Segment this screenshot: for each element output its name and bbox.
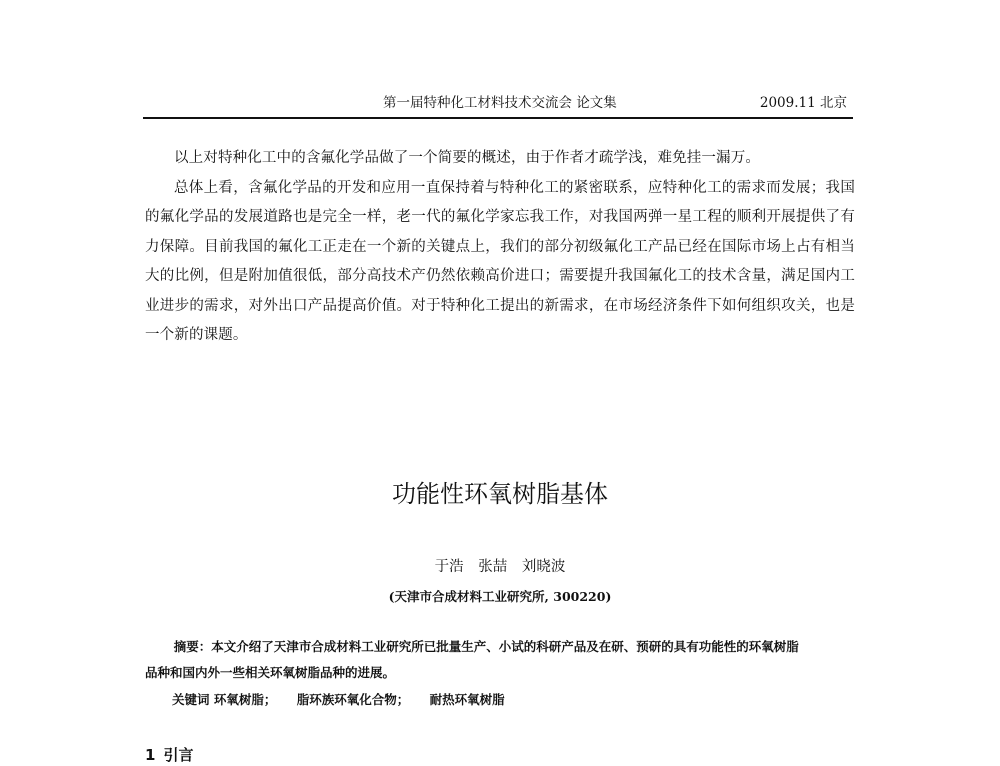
abstract-text: 本文介绍了天津市合成材料工业研究所已批量生产、小试的科研产品及在研、预研的具有功能性的环氧树脂品种和国内外一些相关环氧树脂品种的进展。 — [145, 639, 799, 680]
conference-title: 第一届特种化工材料技术交流会 论文集 — [383, 95, 617, 111]
abstract-paragraph — [145, 634, 805, 686]
section-heading — [145, 744, 193, 766]
author-list — [0, 556, 1000, 578]
article-title: 功能性环氧树脂基体 — [392, 480, 608, 508]
header-rule — [143, 117, 853, 119]
conference-date-location: 2009.11 北京 — [759, 95, 847, 111]
author-name: 于浩 — [434, 559, 464, 575]
section-title: 引言 — [163, 746, 194, 764]
body-paragraph: 总体上看，含氟化学品的开发和应用一直保持着与特种化工的紧密联系，应特种化工的需求而发展；我国的氟化学品的发展道路也是完全一样，老一代的氟化学家忘我工作，对我国两弹一星工程的顺利开展提供了有力保障。目前我国的氟化工正走在一个新的关键点上，我们的部分初级氟化工产品已经在国际市场上占有相当大的比例，但是附加值很低，部分高技术产仍然依赖高价进口；需要提升我国氟化工的技术含量，满足国内工业进步的需求，对外出口产品提高价值。对于特种化工提出的新需求，在市场经济条件下如何组织攻关，也是一个新的课题。 — [145, 179, 855, 343]
keyword: 耐热环氧树脂 — [429, 692, 505, 707]
keyword: 脂环族环氧化合物； — [296, 692, 410, 707]
author-name: 刘晓波 — [521, 559, 566, 575]
section-number: 1 — [145, 746, 156, 764]
keyword: 环氧树脂； — [213, 692, 277, 707]
author-name: 张喆 — [478, 559, 508, 575]
body-paragraph: 以上对特种化工中的含氟化学品做了一个简要的概述，由于作者才疏学浅，难免挂一漏万。 — [174, 150, 760, 166]
keywords — [172, 688, 521, 712]
author-affiliation: (天津市合成材料工业研究所, 300220) — [388, 589, 612, 604]
keywords-label: 关键词 — [172, 692, 210, 707]
abstract — [145, 634, 805, 686]
previous-article-conclusion — [145, 144, 855, 351]
abstract-label: 摘要： — [173, 639, 212, 654]
running-header — [143, 92, 853, 114]
